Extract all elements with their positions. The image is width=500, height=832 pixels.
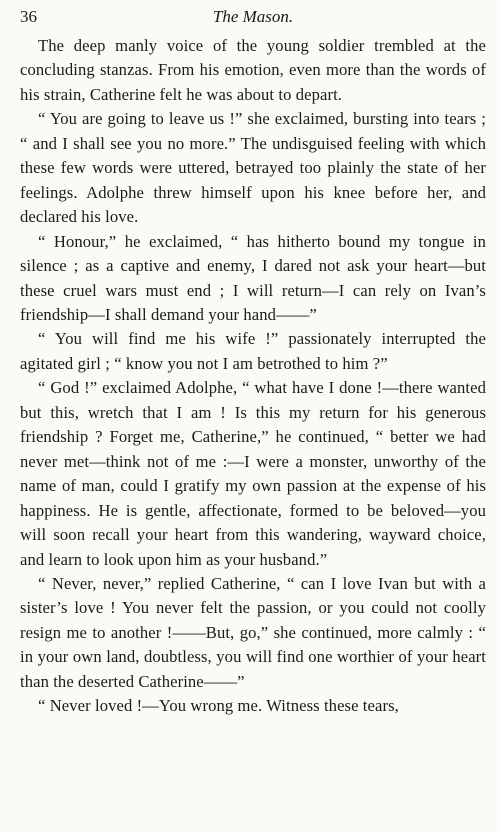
paragraph: “ Honour,” he exclaimed, “ has hitherto bound my tongue in silence ; as a captive and enemy, I dared not ask your heart—but these cruel wars must end ; I will return—I can rely on Ivan’s friendship—I shall demand your hand——”: [20, 231, 486, 324]
body-text: [20, 34, 486, 719]
paragraph: “ You are going to leave us !” she exclaimed, bursting into tears ; “ and I shall see you no more.” The undisguised feeling with which these few words were uttered, betrayed too plainly the state of her feelings. Adolphe threw himself upon his knee before her, and declared his love.: [20, 109, 486, 227]
page-number: 36: [20, 7, 37, 26]
paragraph: “ God !” exclaimed Adolphe, “ what have I done !—there wanted but this, wretch that I am ! Is this my return for his generous friendship ? Forget me, Catherine,” he continued, “ better we had never met—think not of me :—I were a monster, unworthy of the name of man, could I gratify my own passion at the expense of his happiness. He is gentle, affectionate, formed to be beloved—you will soon recall your heart from this wandering, wayward choice, and learn to look upon him as your husband.”: [20, 378, 486, 569]
paragraph: “ Never, never,” replied Catherine, “ can I love Ivan but with a sister’s love ! You never felt the passion, or you could not coolly resign me to another !——But, go,” she continued, more calmly : “ in your own land, doubtless, you will find one worthier of your heart than the deserted Catherine——”: [20, 573, 486, 691]
running-title: The Mason.: [212, 7, 294, 26]
paragraph: “ You will find me his wife !” passionately interrupted the agitated girl ; “ know you not I am betrothed to him ?”: [20, 329, 486, 373]
paragraph: “ Never loved !—You wrong me. Witness these tears,: [38, 696, 399, 716]
paragraph: The deep manly voice of the young soldier trembled at the concluding stanzas. From his emotion, even more than the words of his strain, Catherine felt he was about to depart.: [20, 36, 486, 104]
page-header: [20, 4, 486, 34]
